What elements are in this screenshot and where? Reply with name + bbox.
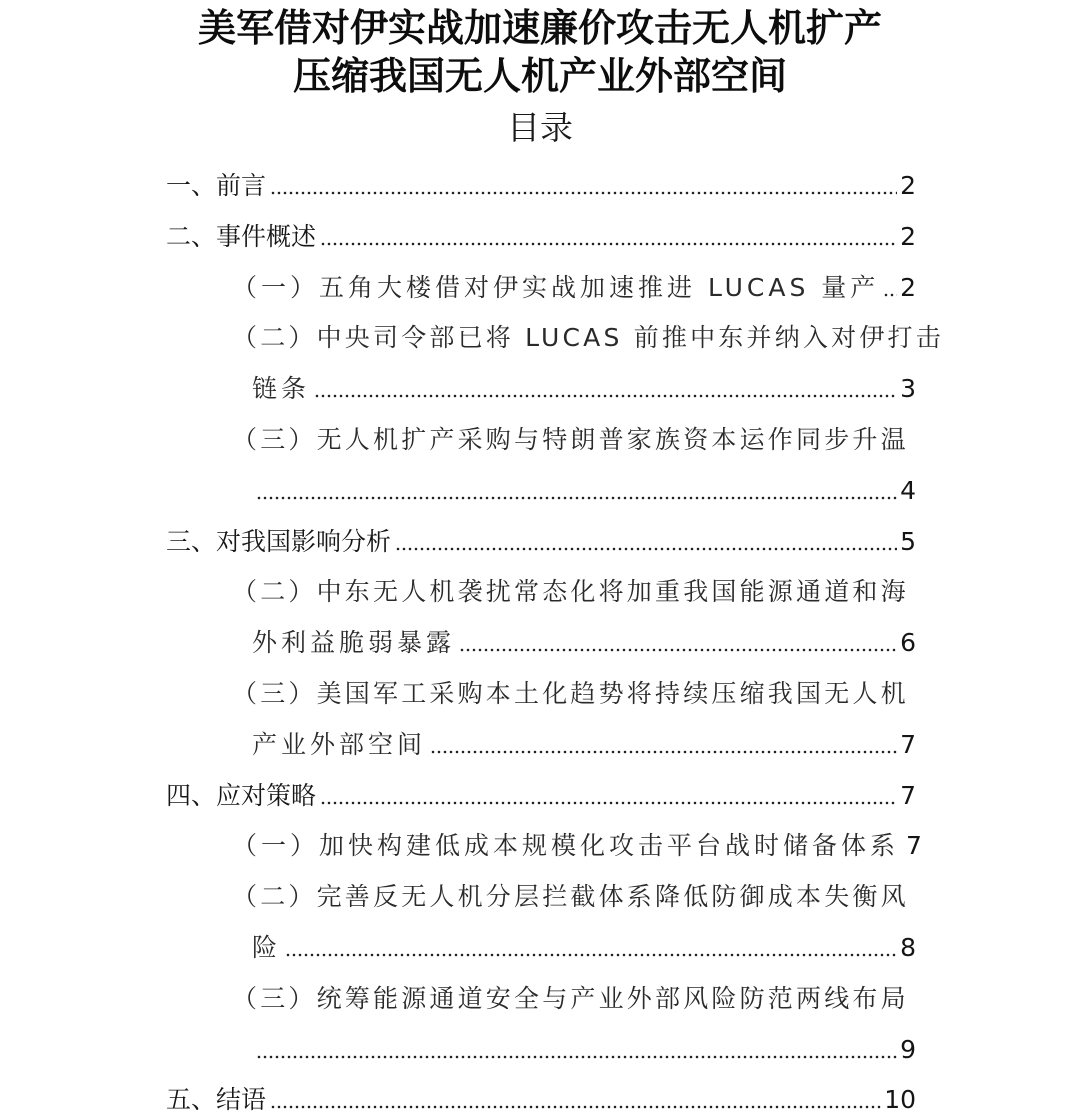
- toc-page-number: 2: [900, 222, 916, 251]
- toc-entry-label: （一）五角大楼借对伊实战加速推进 LUCAS 量产: [232, 273, 880, 302]
- toc-entry-label-continued: 险: [252, 933, 282, 962]
- toc-entry-label-continued: 产业外部空间: [252, 730, 427, 759]
- toc-entry-impact-2-cont[interactable]: [252, 625, 916, 661]
- toc-entry-overview-2[interactable]: [232, 320, 944, 356]
- toc-page-number: 3: [900, 374, 916, 403]
- toc-leader-dots: [270, 191, 897, 195]
- toc-leader-dots: [883, 293, 897, 297]
- toc-leader-dots: [285, 953, 897, 957]
- document-title-line-2: 压缩我国无人机产业外部空间: [292, 54, 787, 98]
- toc-heading: 目录: [507, 108, 573, 147]
- toc-leader-dots: [459, 648, 897, 652]
- toc-leader-dots: [270, 1105, 881, 1109]
- toc-entry-overview-1[interactable]: [232, 270, 916, 306]
- toc-entry-label: （三）无人机扩产采购与特朗普家族资本运作同步升温: [232, 425, 909, 454]
- toc-page-number: 7: [900, 730, 916, 759]
- toc-leader-dots: [314, 394, 897, 398]
- toc-leader-dots: [320, 242, 897, 246]
- toc-leader-dots: [256, 1055, 897, 1059]
- toc-entry-overview[interactable]: [166, 219, 916, 255]
- toc-entry-label: 三、对我国影响分析: [166, 527, 392, 556]
- toc-page-number: 7: [906, 831, 922, 860]
- toc-leader-dots: [395, 547, 897, 551]
- toc-entry-label: （三）统筹能源通道安全与产业外部风险防范两线布局: [232, 984, 909, 1013]
- toc-leader-dots: [256, 496, 897, 500]
- toc-page-number: 10: [884, 1085, 916, 1114]
- toc-page-number: 7: [900, 781, 916, 810]
- toc-entry-label-continued: 链条: [252, 374, 311, 403]
- toc-entry-impact-3[interactable]: [232, 676, 916, 712]
- document-title-line-1: 美军借对伊实战加速廉价攻击无人机扩产: [197, 6, 882, 50]
- toc-page-number: 2: [900, 273, 916, 302]
- toc-page-number: 6: [900, 628, 916, 657]
- toc-entry-label: （三）美国军工采购本土化趋势将持续压缩我国无人机: [232, 679, 909, 708]
- toc-entry-label: 一、前言: [166, 171, 267, 200]
- toc-entry-strategy-3-cont[interactable]: [252, 1032, 916, 1068]
- toc-page-number: 2: [900, 171, 916, 200]
- toc-entry-strategy-1[interactable]: [232, 828, 922, 864]
- toc-entry-preface[interactable]: [166, 168, 916, 204]
- toc-entry-label: （二）中东无人机袭扰常态化将加重我国能源通道和海: [232, 577, 909, 606]
- toc-entry-label: （二）完善反无人机分层拦截体系降低防御成本失衡风: [232, 882, 909, 911]
- toc-page-number: 9: [900, 1035, 916, 1064]
- toc-entry-conclusion[interactable]: [166, 1082, 916, 1118]
- toc-entry-impact-2[interactable]: [232, 574, 916, 610]
- toc-entry-label: 四、应对策略: [166, 781, 317, 810]
- toc-entry-label: 二、事件概述: [166, 222, 317, 251]
- toc-entry-impact-3-cont[interactable]: [252, 727, 916, 763]
- toc-page-number: 4: [900, 476, 916, 505]
- toc-entry-strategy-2[interactable]: [232, 879, 916, 915]
- toc-entry-strategy[interactable]: [166, 778, 916, 814]
- toc-page-number: 5: [900, 527, 916, 556]
- toc-entry-strategy-3[interactable]: [232, 981, 916, 1017]
- toc-entry-impact[interactable]: [166, 524, 916, 560]
- toc-leader-dots: [430, 750, 897, 754]
- toc-entry-overview-3[interactable]: [232, 422, 916, 458]
- toc-entry-label-continued: 外利益脆弱暴露: [252, 628, 456, 657]
- toc-leader-dots: [320, 801, 897, 805]
- toc-page-number: 8: [900, 933, 916, 962]
- toc-entry-label: （一）加快构建低成本规模化攻击平台战时储备体系: [232, 831, 900, 860]
- toc-entry-strategy-2-cont[interactable]: [252, 930, 916, 966]
- toc-entry-overview-3-cont[interactable]: [252, 473, 916, 509]
- toc-entry-label: （二）中央司令部已将 LUCAS 前推中东并纳入对伊打击: [232, 323, 944, 352]
- toc-entry-overview-2-cont[interactable]: [252, 371, 916, 407]
- toc-entry-label: 五、结语: [166, 1085, 267, 1114]
